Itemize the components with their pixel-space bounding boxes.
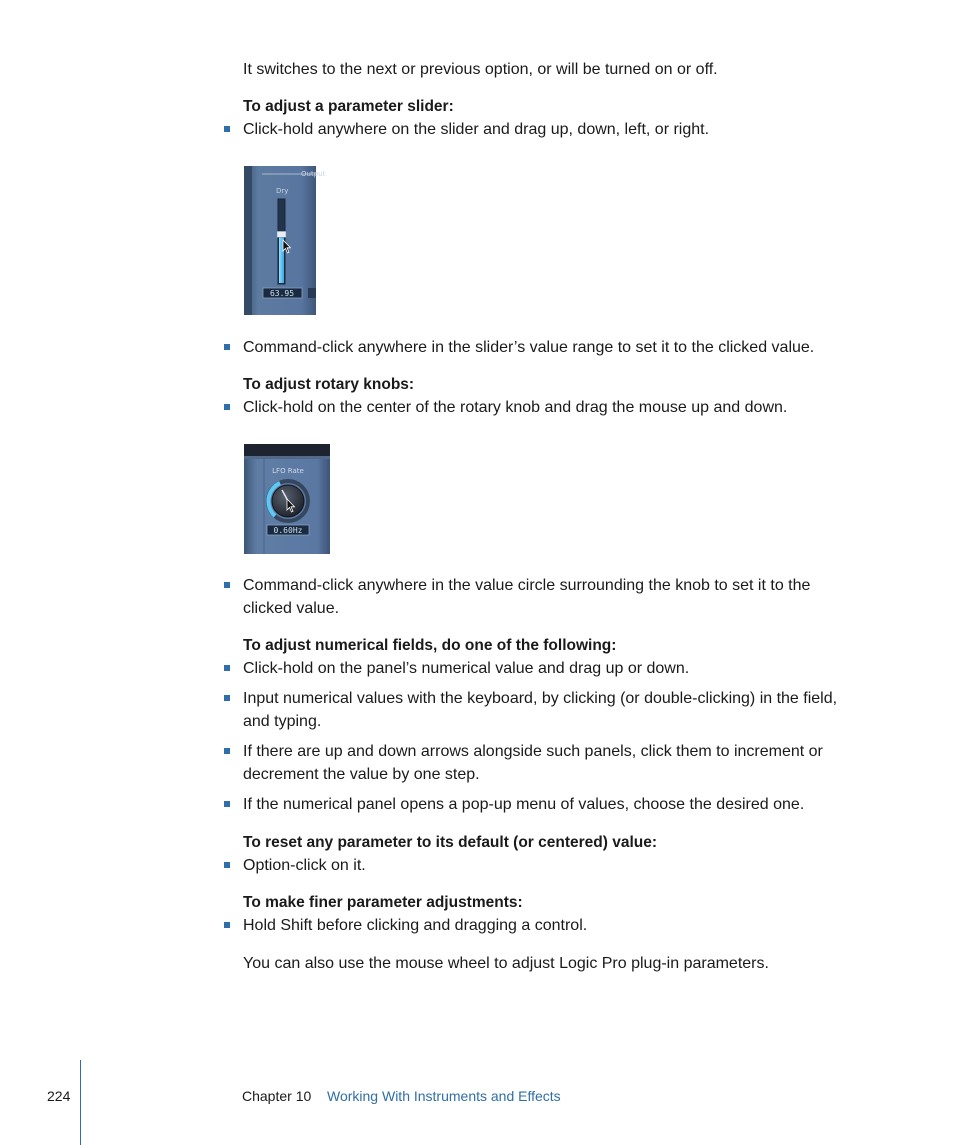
bullet-marker bbox=[224, 922, 230, 928]
bullet-item: If the numerical panel opens a pop-up menu of values, choose the desired one. bbox=[243, 796, 805, 813]
knob-panel-graphic bbox=[244, 444, 330, 554]
bullet-marker bbox=[224, 665, 230, 671]
bullet-marker bbox=[224, 126, 230, 132]
bullet-marker bbox=[224, 344, 230, 350]
bullet-item: Input numerical values with the keyboard, by clicking (or double-clicking) in the field, bbox=[243, 690, 838, 707]
bullet-marker bbox=[224, 862, 230, 868]
bullet-item-continued: clicked value. bbox=[243, 600, 340, 617]
bullet-item: Option-click on it. bbox=[243, 857, 366, 874]
bullet-marker bbox=[224, 801, 230, 807]
bullet-marker bbox=[224, 695, 230, 701]
bullet-item: Click-hold anywhere on the slider and drag up, down, left, or right. bbox=[243, 121, 710, 138]
knob-figure bbox=[244, 444, 330, 554]
body-paragraph: It switches to the next or previous option, or will be turned on or off. bbox=[243, 61, 718, 78]
bullet-marker bbox=[224, 404, 230, 410]
bullet-marker bbox=[224, 582, 230, 588]
knob-parameter-label: LFO Rate bbox=[272, 467, 304, 475]
footer-divider bbox=[80, 1060, 81, 1145]
section-heading-finer: To make finer parameter adjustments: bbox=[243, 894, 523, 911]
slider-figure bbox=[244, 166, 326, 315]
bullet-item: Command-click anywhere in the value circle surrounding the knob to set it to the bbox=[243, 577, 811, 594]
body-paragraph: You can also use the mouse wheel to adjust Logic Pro plug-in parameters. bbox=[243, 955, 769, 972]
footer-chapter-label: Chapter 10 bbox=[242, 1088, 312, 1104]
footer-chapter-title-link[interactable]: Working With Instruments and Effects bbox=[327, 1088, 561, 1104]
slider-header-label: Output bbox=[301, 170, 326, 178]
slider-handle[interactable] bbox=[277, 231, 286, 237]
bullet-item-continued: decrement the value by one step. bbox=[243, 766, 480, 783]
section-heading-numerical: To adjust numerical fields, do one of the following: bbox=[243, 637, 617, 654]
bullet-item: Command-click anywhere in the slider’s value range to set it to the clicked value. bbox=[243, 339, 815, 356]
bullet-item: Hold Shift before clicking and dragging a control. bbox=[243, 917, 588, 934]
section-heading-reset: To reset any parameter to its default (or centered) value: bbox=[243, 834, 658, 851]
section-heading-rotary: To adjust rotary knobs: bbox=[243, 376, 415, 393]
slider-value-text: 63.95 bbox=[269, 289, 295, 298]
page-number: 224 bbox=[47, 1088, 71, 1104]
bullet-item: If there are up and down arrows alongside such panels, click them to increment or bbox=[243, 743, 823, 760]
bullet-item: Click-hold on the panel’s numerical value and drag up or down. bbox=[243, 660, 690, 677]
section-heading-slider: To adjust a parameter slider: bbox=[243, 98, 454, 115]
slider-panel-graphic bbox=[244, 166, 326, 315]
bullet-marker bbox=[224, 748, 230, 754]
bullet-item: Click-hold on the center of the rotary knob and drag the mouse up and down. bbox=[243, 399, 788, 416]
slider-parameter-label: Dry bbox=[276, 187, 289, 195]
knob-value-text: 0.60Hz bbox=[273, 526, 303, 535]
bullet-item-continued: and typing. bbox=[243, 713, 322, 730]
